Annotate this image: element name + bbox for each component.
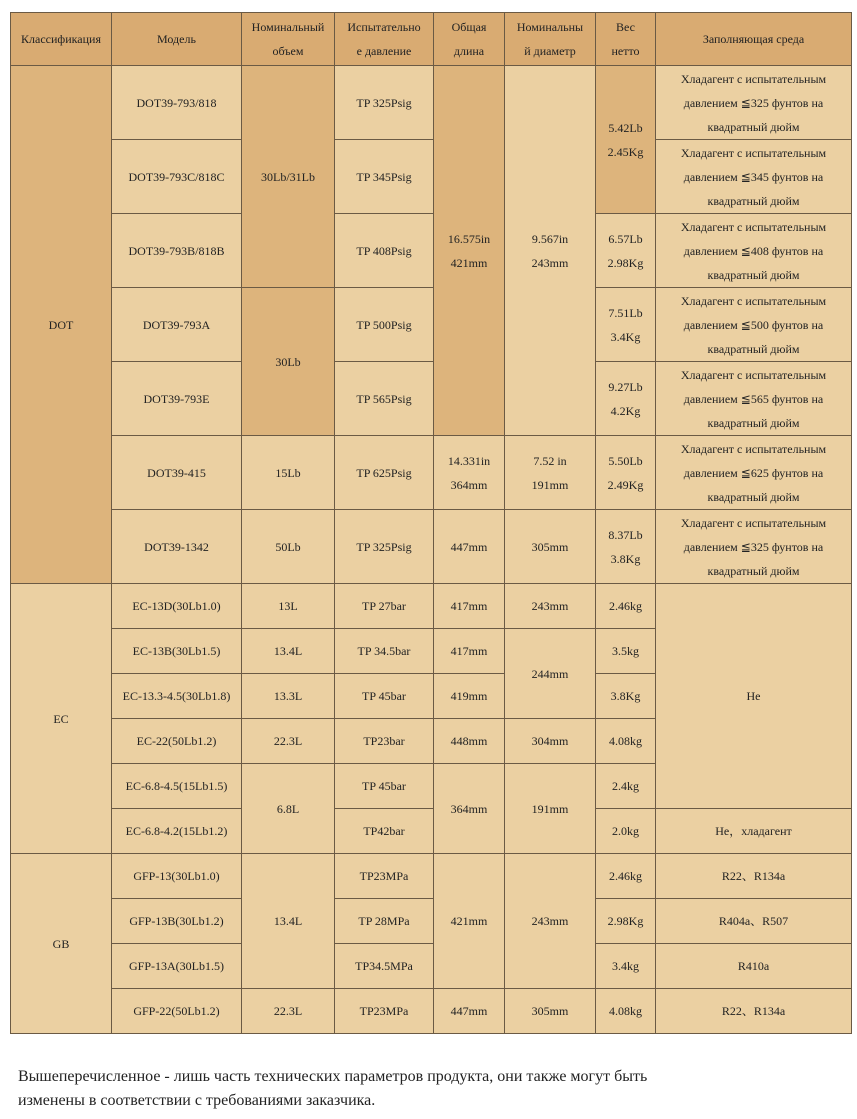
- medium-cell: Хладагент с испытательным давлением ≦345 фунтов на квадратный дюйм: [656, 140, 852, 214]
- header-classification: Классификация: [11, 13, 112, 66]
- header-row: [11, 13, 852, 66]
- model-cell: DOT39-793B/818B: [112, 214, 242, 288]
- weight-cell: 5.50Lb 2.49Kg: [596, 436, 656, 510]
- model-cell: GFP-13A(30Lb1.5): [112, 944, 242, 989]
- weight-cell: 5.42Lb 2.45Kg: [596, 66, 656, 214]
- weight-cell: 8.37Lb 3.8Kg: [596, 510, 656, 584]
- pressure-cell: TP42bar: [335, 809, 434, 854]
- pressure-cell: TP34.5MPa: [335, 944, 434, 989]
- table-row: [11, 809, 852, 854]
- model-cell: EC-6.8-4.2(15Lb1.2): [112, 809, 242, 854]
- table-row: [11, 140, 852, 214]
- medium-cell: R22、R134a: [656, 989, 852, 1034]
- footnote-line: изменены в соответствии с требованиями заказчика.: [18, 1092, 376, 1109]
- medium-cell: Хладагент с испытательным давлением ≦325 фунтов на квадратный дюйм: [656, 510, 852, 584]
- volume-cell: 50Lb: [242, 510, 335, 584]
- pressure-cell: TP 45bar: [335, 674, 434, 719]
- pressure-cell: TP 28MPa: [335, 899, 434, 944]
- weight-cell: 7.51Lb 3.4Kg: [596, 288, 656, 362]
- model-cell: DOT39-793E: [112, 362, 242, 436]
- volume-cell: 30Lb/31Lb: [242, 66, 335, 288]
- medium-cell: He: [656, 584, 852, 809]
- weight-cell: 2.98Kg: [596, 899, 656, 944]
- weight-cell: 3.5kg: [596, 629, 656, 674]
- medium-cell: Хладагент с испытательным давлением ≦500 фунтов на квадратный дюйм: [656, 288, 852, 362]
- pressure-cell: TP 345Psig: [335, 140, 434, 214]
- weight-cell: 4.08kg: [596, 719, 656, 764]
- header-weight: Вес нетто: [596, 13, 656, 66]
- model-cell: DOT39-793/818: [112, 66, 242, 140]
- medium-cell: Хладагент с испытательным давлением ≦325 фунтов на квадратный дюйм: [656, 66, 852, 140]
- medium-cell: R404a、R507: [656, 899, 852, 944]
- medium-cell: Хладагент с испытательным давлением ≦565 фунтов на квадратный дюйм: [656, 362, 852, 436]
- header-volume: Номинальный объем: [242, 13, 335, 66]
- pressure-cell: TP23bar: [335, 719, 434, 764]
- medium-cell: R410a: [656, 944, 852, 989]
- diameter-cell: 305mm: [505, 510, 596, 584]
- model-cell: DOT39-793A: [112, 288, 242, 362]
- medium-cell: Хладагент с испытательным давлением ≦408 фунтов на квадратный дюйм: [656, 214, 852, 288]
- model-cell: EC-13.3-4.5(30Lb1.8): [112, 674, 242, 719]
- diameter-cell: 191mm: [505, 764, 596, 854]
- table-row: [11, 584, 852, 629]
- medium-cell: He，хладагент: [656, 809, 852, 854]
- medium-cell: R22、R134a: [656, 854, 852, 899]
- model-cell: GFP-13B(30Lb1.2): [112, 899, 242, 944]
- volume-cell: 30Lb: [242, 288, 335, 436]
- weight-cell: 6.57Lb 2.98Kg: [596, 214, 656, 288]
- volume-cell: 13.4L: [242, 629, 335, 674]
- volume-cell: 13.4L: [242, 854, 335, 989]
- pressure-cell: TP 625Psig: [335, 436, 434, 510]
- group-label-dot: DOT: [11, 66, 112, 584]
- length-cell: 417mm: [434, 584, 505, 629]
- model-cell: EC-22(50Lb1.2): [112, 719, 242, 764]
- pressure-cell: TP 45bar: [335, 764, 434, 809]
- weight-cell: 9.27Lb 4.2Kg: [596, 362, 656, 436]
- diameter-cell: 9.567in 243mm: [505, 66, 596, 436]
- model-cell: EC-6.8-4.5(15Lb1.5): [112, 764, 242, 809]
- length-cell: 417mm: [434, 629, 505, 674]
- volume-cell: 22.3L: [242, 719, 335, 764]
- weight-cell: 2.4kg: [596, 764, 656, 809]
- medium-cell: Хладагент с испытательным давлением ≦625 фунтов на квадратный дюйм: [656, 436, 852, 510]
- model-cell: GFP-13(30Lb1.0): [112, 854, 242, 899]
- weight-cell: 2.46kg: [596, 584, 656, 629]
- table-row: [11, 944, 852, 989]
- table-row: [11, 989, 852, 1034]
- model-cell: EC-13D(30Lb1.0): [112, 584, 242, 629]
- diameter-cell: 304mm: [505, 719, 596, 764]
- pressure-cell: TP 500Psig: [335, 288, 434, 362]
- header-model: Модель: [112, 13, 242, 66]
- length-cell: 14.331in 364mm: [434, 436, 505, 510]
- diameter-cell: 243mm: [505, 854, 596, 989]
- pressure-cell: TP 27bar: [335, 584, 434, 629]
- header-medium: Заполняющая среда: [656, 13, 852, 66]
- length-cell: 448mm: [434, 719, 505, 764]
- pressure-cell: TP 565Psig: [335, 362, 434, 436]
- weight-cell: 2.0kg: [596, 809, 656, 854]
- model-cell: DOT39-1342: [112, 510, 242, 584]
- volume-cell: 22.3L: [242, 989, 335, 1034]
- diameter-cell: 305mm: [505, 989, 596, 1034]
- length-cell: 421mm: [434, 854, 505, 989]
- volume-cell: 13L: [242, 584, 335, 629]
- table-row: [11, 214, 852, 288]
- footnote-line: Вышеперечисленное - лишь часть технических параметров продукта, они также могут быть: [18, 1068, 648, 1085]
- pressure-cell: TP 325Psig: [335, 66, 434, 140]
- table-row: [11, 362, 852, 436]
- model-cell: EC-13B(30Lb1.5): [112, 629, 242, 674]
- table-row: [11, 436, 852, 510]
- pressure-cell: TP 408Psig: [335, 214, 434, 288]
- model-cell: DOT39-793C/818C: [112, 140, 242, 214]
- footnote: [18, 1065, 818, 1113]
- weight-cell: 2.46kg: [596, 854, 656, 899]
- header-pressure: Испытательно е давление: [335, 13, 434, 66]
- pressure-cell: TP 325Psig: [335, 510, 434, 584]
- pressure-cell: TP23MPa: [335, 854, 434, 899]
- model-cell: GFP-22(50Lb1.2): [112, 989, 242, 1034]
- volume-cell: 6.8L: [242, 764, 335, 854]
- length-cell: 364mm: [434, 764, 505, 854]
- length-cell: 447mm: [434, 989, 505, 1034]
- weight-cell: 4.08kg: [596, 989, 656, 1034]
- diameter-cell: 243mm: [505, 584, 596, 629]
- length-cell: 16.575in 421mm: [434, 66, 505, 436]
- header-length: Общая длина: [434, 13, 505, 66]
- weight-cell: 3.4kg: [596, 944, 656, 989]
- volume-cell: 13.3L: [242, 674, 335, 719]
- spec-table: [10, 12, 852, 1034]
- volume-cell: 15Lb: [242, 436, 335, 510]
- group-label-gb: GB: [11, 854, 112, 1034]
- length-cell: 419mm: [434, 674, 505, 719]
- header-diameter: Номинальны й диаметр: [505, 13, 596, 66]
- group-label-ec: EC: [11, 584, 112, 854]
- pressure-cell: TP23MPa: [335, 989, 434, 1034]
- diameter-cell: 7.52 in 191mm: [505, 436, 596, 510]
- model-cell: DOT39-415: [112, 436, 242, 510]
- diameter-cell: 244mm: [505, 629, 596, 719]
- weight-cell: 3.8Kg: [596, 674, 656, 719]
- length-cell: 447mm: [434, 510, 505, 584]
- table-row: [11, 510, 852, 584]
- pressure-cell: TP 34.5bar: [335, 629, 434, 674]
- table-row: [11, 288, 852, 362]
- table-row: [11, 66, 852, 140]
- table-row: [11, 854, 852, 899]
- table-row: [11, 899, 852, 944]
